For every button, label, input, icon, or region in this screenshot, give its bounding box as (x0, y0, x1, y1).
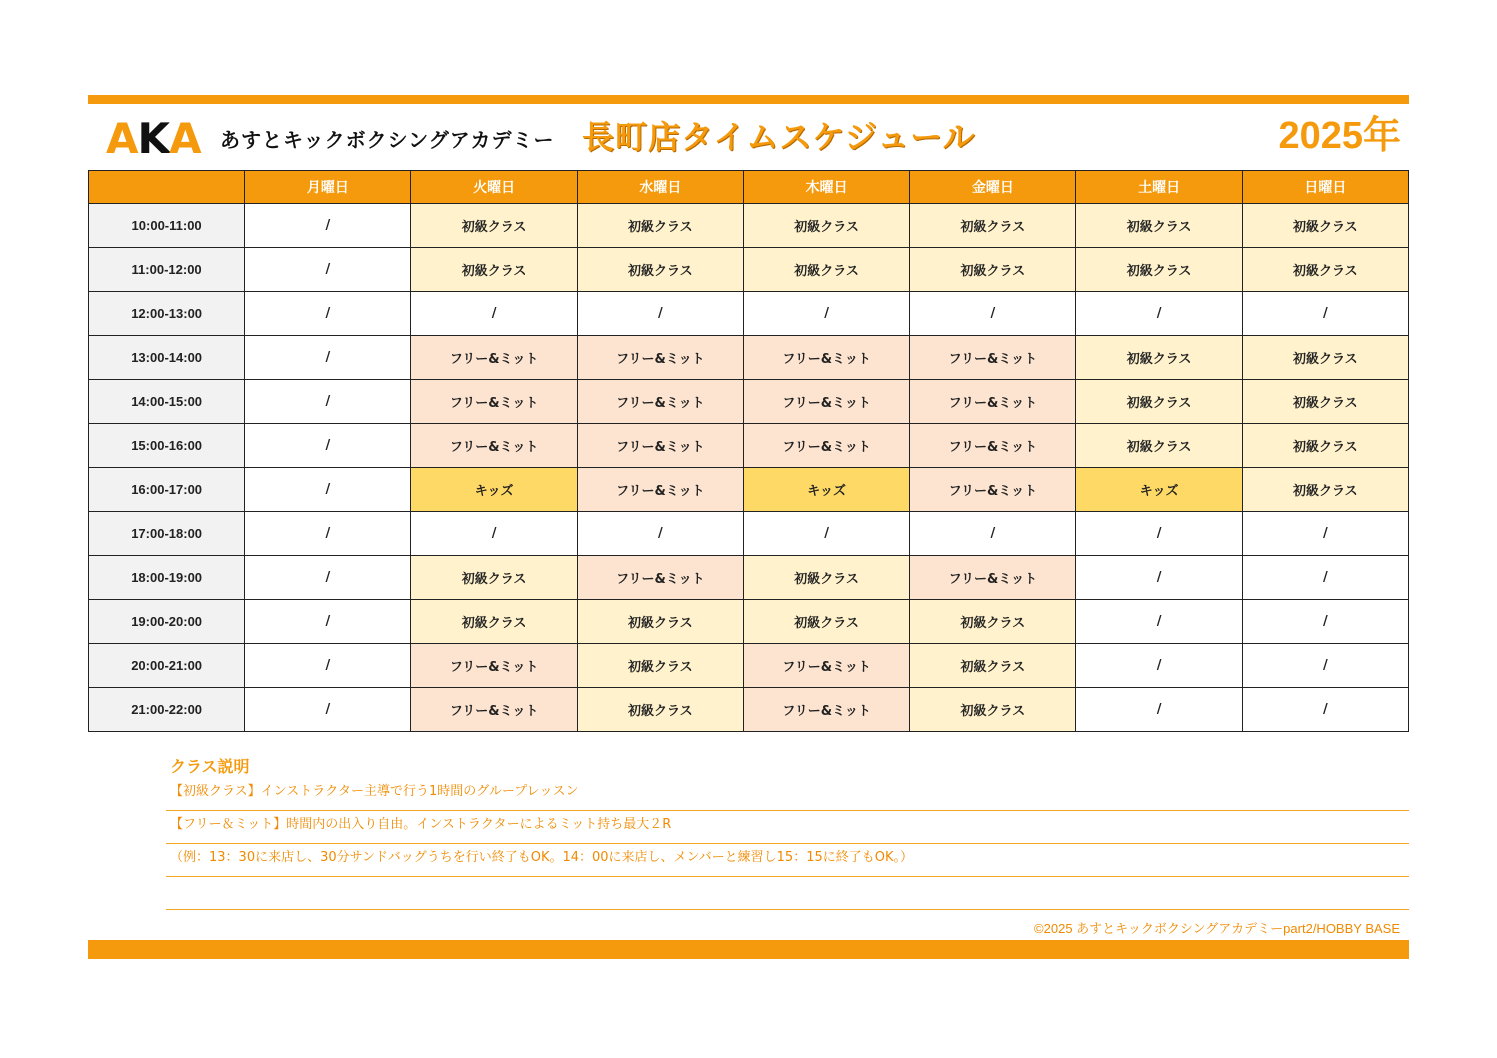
class-cell: フリー&ミット (910, 468, 1076, 512)
schedule-header-row (89, 171, 1409, 204)
class-cell: / (1242, 556, 1408, 600)
description-line (166, 877, 1409, 910)
class-cell: 初級クラス (743, 248, 909, 292)
day-header: 月曜日 (245, 171, 411, 204)
logo-letter-a: A (169, 114, 201, 163)
class-cell: フリー&ミット (411, 424, 577, 468)
class-cell: フリー&ミット (577, 336, 743, 380)
class-cell: 初級クラス (1242, 424, 1408, 468)
class-cell: 初級クラス (411, 204, 577, 248)
class-cell: フリー&ミット (411, 644, 577, 688)
class-cell: 初級クラス (411, 556, 577, 600)
day-header: 日曜日 (1242, 171, 1408, 204)
schedule-row (89, 248, 1409, 292)
description-line (166, 778, 1409, 811)
class-cell: / (910, 512, 1076, 556)
day-header: 土曜日 (1076, 171, 1242, 204)
time-slot: 12:00-13:00 (89, 292, 245, 336)
class-cell: / (411, 292, 577, 336)
class-cell: / (1242, 600, 1408, 644)
class-cell: / (577, 292, 743, 336)
class-cell: / (743, 512, 909, 556)
class-cell: 初級クラス (411, 248, 577, 292)
class-cell: フリー&ミット (910, 556, 1076, 600)
logo-letter-a: A (106, 114, 138, 163)
class-cell: 初級クラス (1242, 248, 1408, 292)
class-cell: 初級クラス (1076, 248, 1242, 292)
description-line (166, 811, 1409, 844)
day-header: 火曜日 (411, 171, 577, 204)
class-cell: / (245, 424, 411, 468)
class-cell: 初級クラス (1076, 380, 1242, 424)
bottom-accent-bar (88, 940, 1409, 959)
class-cell: フリー&ミット (577, 380, 743, 424)
class-cell: / (1242, 688, 1408, 732)
class-cell: / (245, 336, 411, 380)
class-cell: / (1076, 292, 1242, 336)
class-cell: 初級クラス (577, 644, 743, 688)
time-slot: 21:00-22:00 (89, 688, 245, 732)
class-cell: 初級クラス (910, 600, 1076, 644)
schedule-row (89, 688, 1409, 732)
schedule-row (89, 600, 1409, 644)
schedule-row (89, 336, 1409, 380)
schedule-year: 2025年 (1278, 115, 1401, 157)
class-cell: 初級クラス (411, 600, 577, 644)
class-cell: 初級クラス (577, 204, 743, 248)
schedule-table (88, 170, 1409, 732)
class-cell: / (743, 292, 909, 336)
class-cell: 初級クラス (1242, 336, 1408, 380)
class-cell: / (1242, 292, 1408, 336)
description-line (166, 844, 1409, 877)
class-cell: / (1076, 556, 1242, 600)
schedule-row (89, 556, 1409, 600)
description-text: （例：13：30に来店し、30分サンドバッグうちを行い終了もOK。14：00に来店し、メンバーと練習し15：15に終了もOK。） (170, 850, 913, 865)
class-cell: / (1076, 600, 1242, 644)
schedule-row (89, 424, 1409, 468)
logo-letter-k: K (137, 114, 170, 163)
day-header: 水曜日 (577, 171, 743, 204)
class-cell: フリー&ミット (577, 468, 743, 512)
header-corner (89, 171, 245, 204)
class-cell: キッズ (411, 468, 577, 512)
class-cell: / (245, 644, 411, 688)
class-cell: フリー&ミット (910, 424, 1076, 468)
schedule-body (89, 204, 1409, 732)
class-cell: フリー&ミット (910, 380, 1076, 424)
time-slot: 15:00-16:00 (89, 424, 245, 468)
time-slot: 17:00-18:00 (89, 512, 245, 556)
header (88, 110, 1409, 168)
day-header: 金曜日 (910, 171, 1076, 204)
class-cell: / (1242, 512, 1408, 556)
class-cell: / (245, 468, 411, 512)
day-header: 木曜日 (743, 171, 909, 204)
class-cell: 初級クラス (1242, 204, 1408, 248)
class-cell: / (245, 556, 411, 600)
class-cell: フリー&ミット (411, 336, 577, 380)
class-cell: フリー&ミット (411, 688, 577, 732)
time-slot: 16:00-17:00 (89, 468, 245, 512)
class-cell: / (1242, 644, 1408, 688)
class-cell: 初級クラス (910, 688, 1076, 732)
page-title: 長町店タイムスケジュール (582, 118, 976, 156)
class-cell: フリー&ミット (743, 688, 909, 732)
class-cell: 初級クラス (1242, 380, 1408, 424)
schedule-row (89, 468, 1409, 512)
class-cell: 初級クラス (910, 204, 1076, 248)
time-slot: 20:00-21:00 (89, 644, 245, 688)
description-text: 【初級クラス】インストラクター主導で行う1時間のグループレッスン (170, 784, 579, 799)
class-cell: / (245, 292, 411, 336)
class-cell: 初級クラス (743, 556, 909, 600)
description-text: 【フリー＆ミット】時間内の出入り自由。インストラクターによるミット持ち最大２R (170, 817, 672, 832)
class-cell: / (1076, 644, 1242, 688)
time-slot: 18:00-19:00 (89, 556, 245, 600)
class-cell: フリー&ミット (743, 380, 909, 424)
class-cell: / (1076, 512, 1242, 556)
time-slot: 14:00-15:00 (89, 380, 245, 424)
class-cell: フリー&ミット (743, 336, 909, 380)
class-cell: / (245, 380, 411, 424)
class-cell: 初級クラス (743, 600, 909, 644)
class-cell: フリー&ミット (910, 336, 1076, 380)
class-cell: / (245, 204, 411, 248)
time-slot: 13:00-14:00 (89, 336, 245, 380)
copyright: ©2025 あすとキックボクシングアカデミーpart2/HOBBY BASE (1034, 921, 1400, 936)
class-cell: / (1076, 688, 1242, 732)
class-cell: フリー&ミット (743, 424, 909, 468)
class-cell: / (411, 512, 577, 556)
aka-logo (106, 116, 201, 162)
class-cell: / (910, 292, 1076, 336)
class-cell: 初級クラス (577, 688, 743, 732)
class-cell: キッズ (1076, 468, 1242, 512)
class-cell: フリー&ミット (743, 644, 909, 688)
class-cell: 初級クラス (910, 644, 1076, 688)
class-cell: 初級クラス (577, 248, 743, 292)
class-cell: 初級クラス (1076, 424, 1242, 468)
class-cell: キッズ (743, 468, 909, 512)
brand-name: あすとキックボクシングアカデミー (220, 128, 555, 152)
class-cell: / (245, 512, 411, 556)
class-cell: / (577, 512, 743, 556)
class-cell: 初級クラス (1242, 468, 1408, 512)
description-title: クラス説明 (170, 757, 250, 776)
schedule-row (89, 380, 1409, 424)
top-accent-bar (88, 95, 1409, 104)
class-cell: 初級クラス (910, 248, 1076, 292)
class-cell: フリー&ミット (411, 380, 577, 424)
class-cell: 初級クラス (577, 600, 743, 644)
time-slot: 19:00-20:00 (89, 600, 245, 644)
schedule-row (89, 644, 1409, 688)
class-cell: / (245, 600, 411, 644)
schedule-row (89, 204, 1409, 248)
class-cell: フリー&ミット (577, 424, 743, 468)
class-cell: 初級クラス (743, 204, 909, 248)
description-text (166, 883, 170, 898)
schedule-row (89, 512, 1409, 556)
class-cell: 初級クラス (1076, 204, 1242, 248)
schedule-row (89, 292, 1409, 336)
time-slot: 10:00-11:00 (89, 204, 245, 248)
class-cell: / (245, 248, 411, 292)
class-cell: / (245, 688, 411, 732)
class-cell: 初級クラス (1076, 336, 1242, 380)
time-slot: 11:00-12:00 (89, 248, 245, 292)
class-cell: フリー&ミット (577, 556, 743, 600)
